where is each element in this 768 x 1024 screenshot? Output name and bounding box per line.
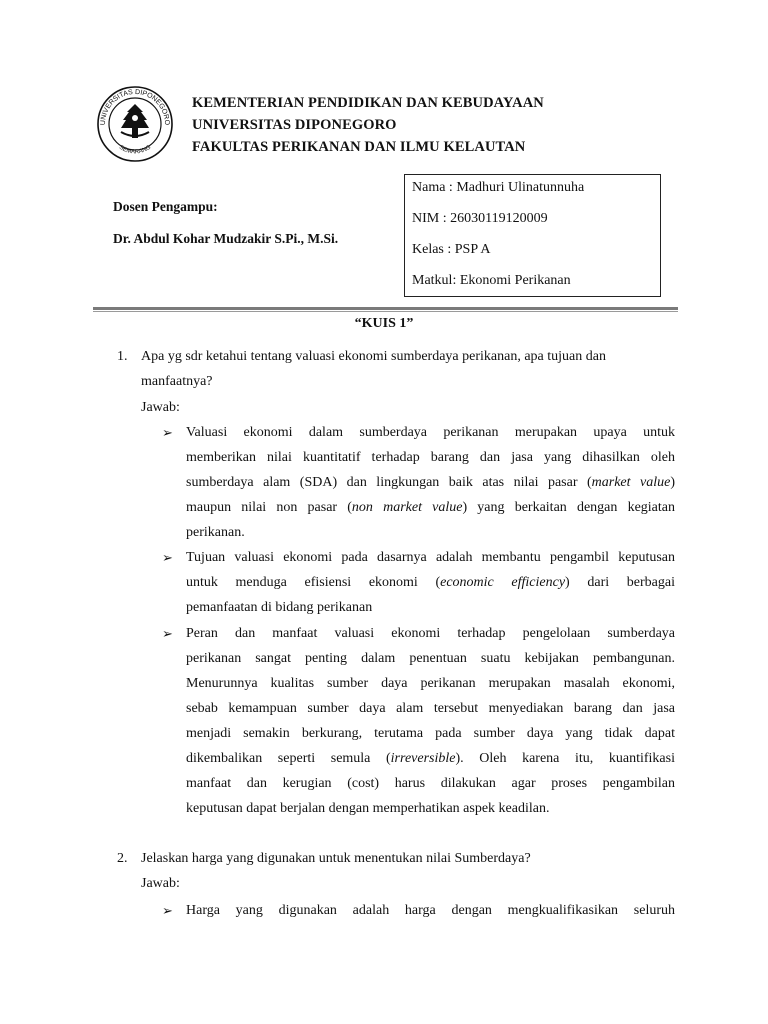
student-course: Matkul: Ekonomi Perikanan [412,273,571,288]
arrow-bullet-icon: ➢ [162,626,173,641]
university-logo [93,82,177,162]
arrow-bullet-icon: ➢ [162,550,173,565]
arrow-bullet-icon: ➢ [162,903,173,918]
lecturer-block [113,199,338,247]
student-nim: NIM : 26030119120009 [412,211,548,226]
logo-text-top: UNIVERSITAS DIPONEGORO [99,88,171,126]
answer-label: Jawab: [141,400,180,415]
document-page: UNIVERSITAS DIPONEGORO SEMARANG KEMENTERIAN PENDIDIKAN DAN KEBUDAYAAN UNIVERSITAS DIPONEGORO FAKULTAS PERIKANAN DAN ILMU KELAUTAN Dosen Pengampu: Dr. Abdul Kohar Mudzakir S.Pi., M.Si. Nama : Madhuri Ulinatunnuha NIM : 26030119120009 Kelas : PSP A Matkul: Ekonomi Perikanan “KUIS 1” 1. Apa yg sdr ketahui tentang valuasi ekonomi sumberdaya perikanan, apa tujuan dan manfaatnya? Jawab: ➢ Valuasi ekonomi dalam sumberdaya perikanan merupakan upaya untuk memberikan nilai kuantitatif terhadap barang dan jasa yang dihasilkan oleh sumberdaya alam (SDA) dan lingkungan baik atas nilai pasar (market value) maupun nilai non pasar (non market value) yang berkaitan dengan kegiatan perikanan. ➢ Tujuan valuasi ekonomi pada dasarnya adalah membantu pengambil keputusan untuk menduga efisiensi ekonomi (economic efficiency) dari berbagai pemanfaatan di bidang perikanan ➢ Peran dan manfaat valuasi ekonomi terhadap pengelolaan sumberdaya perikanan sangat penting dalam penentuan suatu kebijakan pembangunan. Menurunnya kualitas sumber daya perikanan merupakan masalah ekonomi, sebab kemampuan sumber daya alam tersebut menyediakan barang dan jasa menjadi semakin berkurang, terutama pada sumber daya yang tidak dapat dikembalikan seperti semula (irreversible). Oleh karena itu, kuantifikasi manfaat dan kerugian (cost) harus dilakukan agar proses pengambilan keputusan dapat berjalan dengan memperhatikan aspek keadilan. 2. Jelaskan harga yang digunakan untuk menentukan nilai Sumberdaya? Jawab: ➢ Harga yang digunakan adalah harga dengan mengkualifikasikan seluruh [0,0,768,1024]
student-name: Nama : Madhuri Ulinatunnuha [412,180,585,195]
quiz-title: “KUIS 1” [354,316,414,331]
lecturer-name: Dr. Abdul Kohar Mudzakir S.Pi., M.Si. [113,231,339,246]
header-divider [93,307,678,310]
logo-text-bottom: SEMARANG [117,144,153,156]
ministry-name: KEMENTERIAN PENDIDIKAN DAN KEBUDAYAAN [192,95,544,111]
question-text-line: Apa yg sdr ketahui tentang valuasi ekonomi sumberdaya perikanan, apa tujuan dan [141,349,606,364]
question-text-line: Jelaskan harga yang digunakan untuk menentukan nilai Sumberdaya? [141,851,531,866]
question-text-line: manfaatnya? [141,374,213,389]
svg-text:SEMARANG [118,144,153,155]
student-class: Kelas : PSP A [412,242,491,257]
arrow-bullet-icon: ➢ [162,425,173,440]
student-info-box [404,174,661,297]
header-divider-thin [93,311,678,312]
institution-header [192,92,544,158]
question-number: 2. [117,851,128,866]
university-name: UNIVERSITAS DIPONEGORO [192,117,397,133]
answer-label: Jawab: [141,876,180,891]
lecturer-label: Dosen Pengampu: [113,199,218,214]
question-number: 1. [117,349,128,364]
faculty-name: FAKULTAS PERIKANAN DAN ILMU KELAUTAN [192,139,526,155]
